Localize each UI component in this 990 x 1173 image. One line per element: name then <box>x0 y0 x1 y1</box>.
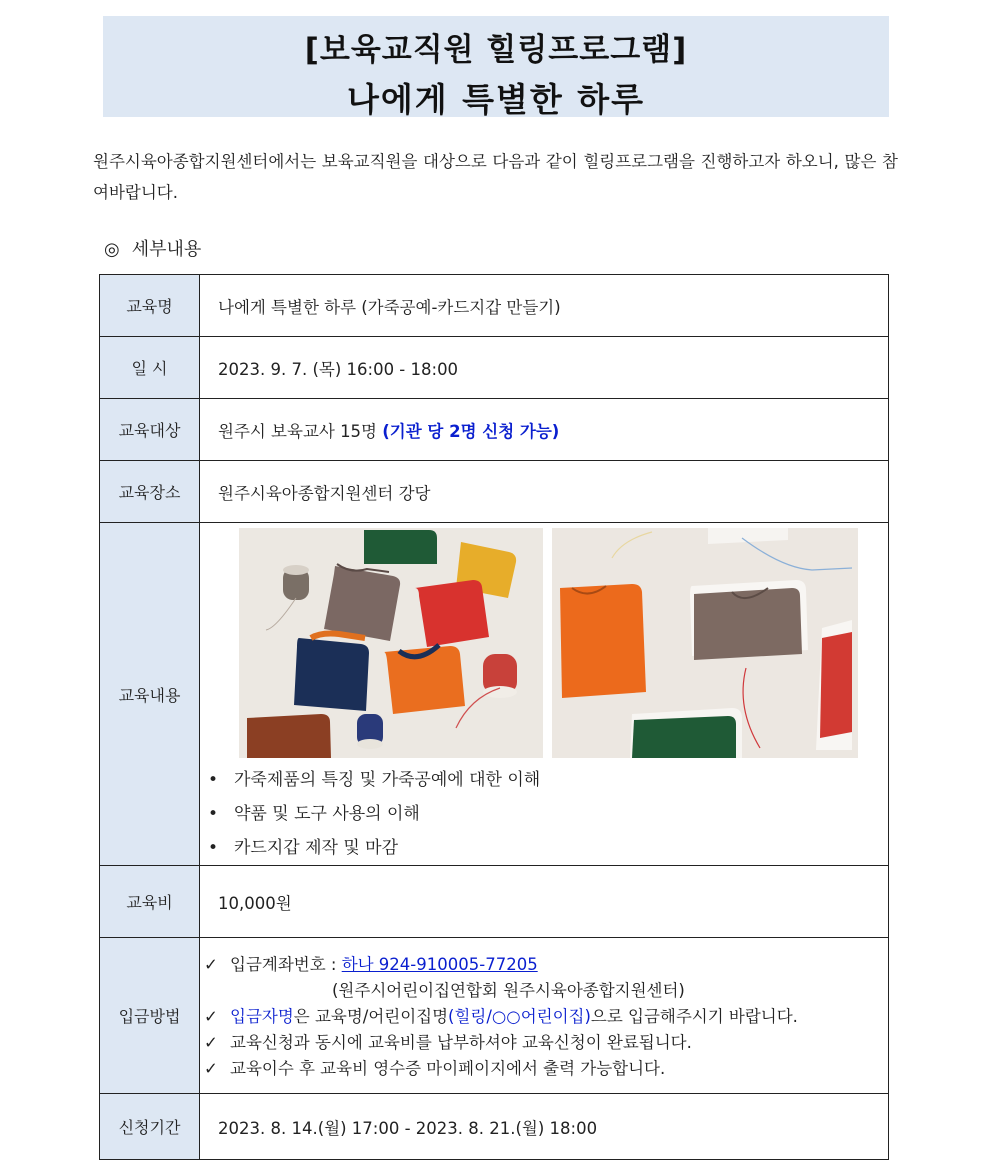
details-table <box>99 274 889 1160</box>
table-row <box>100 275 889 337</box>
row-label-period: 신청기간 <box>100 1094 200 1160</box>
page-subtitle: 나에게 특별한 하루 <box>346 80 645 119</box>
depositor-label: 입금자명 <box>230 1006 294 1026</box>
row-label-datetime: 일 시 <box>100 337 200 399</box>
table-row <box>100 1094 889 1160</box>
row-label-course: 교육명 <box>100 275 200 337</box>
list-item: • 가죽제품의 특징 및 가죽공예에 대한 이해 <box>206 763 888 797</box>
leather-cardwallets-photo-1 <box>239 528 543 758</box>
bullet-icon: • <box>208 770 219 790</box>
checkmark-icon: ✓ <box>204 954 218 974</box>
depositor-example: (힐링/○○어린이집) <box>448 1006 591 1026</box>
content-bullets <box>200 763 888 865</box>
bullet-icon: • <box>208 838 219 858</box>
target-note: (기관 당 2명 신청 가능) <box>382 421 560 441</box>
datetime-value: 2023. 9. 7. (목) 16:00 - 18:00 <box>200 337 889 399</box>
place-value: 원주시육아종합지원센터 강당 <box>200 461 889 523</box>
list-item: ✓ 교육신청과 동시에 교육비를 납부하셔야 교육신청이 완료됩니다. <box>204 1030 888 1056</box>
row-label-fee: 교육비 <box>100 866 200 938</box>
period-value: 2023. 8. 14.(월) 17:00 - 2023. 8. 21.(월) 18:00 <box>200 1094 889 1160</box>
payment-cell <box>200 938 889 1094</box>
table-row <box>100 523 889 866</box>
content-cell <box>200 523 889 866</box>
checkmark-icon: ✓ <box>204 1058 218 1078</box>
checkmark-icon: ✓ <box>204 1032 218 1052</box>
leather-cardwallets-photo-2 <box>552 528 858 758</box>
photo-strip <box>200 523 888 763</box>
account-holder: (원주시어린이집연합회 원주시육아종합지원센터) <box>332 980 685 1000</box>
row-label-place: 교육장소 <box>100 461 200 523</box>
table-row <box>100 399 889 461</box>
fee-value: 10,000원 <box>200 866 889 938</box>
row-label-content: 교육내용 <box>100 523 200 866</box>
table-row <box>100 461 889 523</box>
row-label-target: 교육대상 <box>100 399 200 461</box>
list-item <box>204 952 888 978</box>
table-row <box>100 337 889 399</box>
double-circle-icon: ◎ <box>104 239 120 260</box>
intro-paragraph: 원주시육아종합지원센터에서는 보육교직원을 대상으로 다음과 같이 힐링프로그램을 진행하고자 하오니, 많은 참여바랍니다. <box>93 152 898 202</box>
title-banner <box>103 16 889 117</box>
target-value <box>200 399 889 461</box>
list-item: ✓ 교육이수 후 교육비 영수증 마이페이지에서 출력 가능합니다. <box>204 1056 888 1082</box>
list-item: • 카드지갑 제작 및 마감 <box>206 831 888 865</box>
checkmark-icon: ✓ <box>204 1006 218 1026</box>
page-title: [보육교직원 힐링프로그램] <box>304 32 688 68</box>
table-row <box>100 938 889 1094</box>
table-row <box>100 866 889 938</box>
course-name-value: 나에게 특별한 하루 (가죽공예-카드지갑 만들기) <box>200 275 889 337</box>
row-label-payment: 입금방법 <box>100 938 200 1094</box>
list-item: ✓ 입금자명은 교육명/어린이집명(힐링/○○어린이집)으로 입금해주시기 바랍니다. <box>204 1004 888 1030</box>
target-text: 원주시 보육교사 15명 <box>218 421 377 441</box>
account-label: 입금계좌번호 : <box>230 954 342 974</box>
list-item: • 약품 및 도구 사용의 이해 <box>206 797 888 831</box>
account-number-link[interactable]: 하나 924-910005-77205 <box>341 954 538 974</box>
section-label: 세부내용 <box>131 239 202 260</box>
section-heading <box>104 235 201 261</box>
bullet-icon: • <box>208 804 219 824</box>
